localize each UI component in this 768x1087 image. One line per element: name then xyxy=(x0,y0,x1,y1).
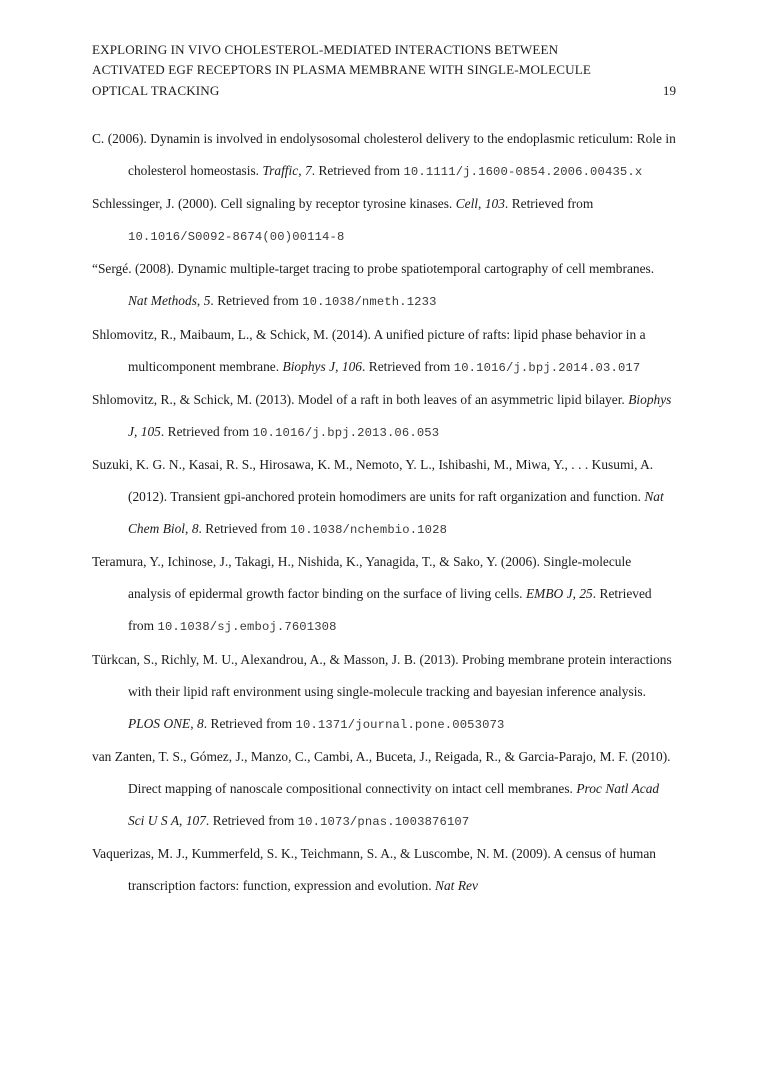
reference-text: , xyxy=(185,521,192,537)
reference-text: , xyxy=(196,293,204,309)
journal-title-italic: 106 xyxy=(341,358,362,374)
reference-entry xyxy=(92,838,676,902)
reference-entry xyxy=(92,644,676,741)
reference-entry xyxy=(92,384,676,449)
journal-title-italic: 103 xyxy=(484,196,505,212)
reference-text: Teramura, Y., Ichinose, J., Takagi, H., Nishida, K., Yanagida, T., & Sako, Y. (2006). Single-molecule analysis of epidermal growth factor binding on the surface of living cells. xyxy=(92,554,632,602)
doi-text: 10.1016/j.bpj.2013.06.053 xyxy=(252,425,440,440)
running-head-line-3-row xyxy=(92,81,676,101)
reference-entry xyxy=(92,188,676,253)
reference-text: C. (2006). Dynamin is involved in endolysosomal cholesterol delivery to the endoplasmic reticulum: Role in cholesterol homeostasis. xyxy=(92,131,676,179)
reference-text: . Retrieved from xyxy=(128,586,652,634)
journal-title-italic: Traffic xyxy=(262,163,299,179)
reference-text: , xyxy=(190,715,198,731)
reference-text: van Zanten, T. S., Gómez, J., Manzo, C., Cambi, A., Buceta, J., Reigada, R., & Garcia-Parajo, M. F. (2010). Direct mapping of nanoscale compositional connectivity on intact cell membranes. xyxy=(92,748,671,796)
reference-text: Suzuki, K. G. N., Kasai, R. S., Hirosawa, K. M., Nemoto, Y. L., Ishibashi, M., Miwa, Y., . . . Kusumi, A. (2012). Transient gpi-anchored protein homodimers are units for raft organization and function. xyxy=(92,456,654,505)
reference-entry xyxy=(92,546,676,643)
journal-title-italic: 107 xyxy=(185,812,206,828)
reference-text: . Retrieved from xyxy=(361,358,454,374)
running-head-line-1: EXPLORING IN VIVO CHOLESTEROL-MEDIATED INTERACTIONS BETWEEN xyxy=(92,42,559,57)
reference-text: , xyxy=(572,586,580,602)
reference-text: Shlomovitz, R., Maibaum, L., & Schick, M. (2014). A unified picture of rafts: lipid phase behavior in a multicomponent membrane. xyxy=(92,326,646,374)
doi-text: 10.1073/pnas.1003876107 xyxy=(297,814,470,829)
journal-title-italic: PLOS ONE xyxy=(128,715,191,731)
reference-text: Türkcan, S., Richly, M. U., Alexandrou, A., & Masson, J. B. (2013). Probing membrane protein interactions with their lipid raft environment using single-molecule tracking and bayesian inference analysis. xyxy=(92,651,672,699)
doi-text: 10.1038/nmeth.1233 xyxy=(302,295,437,310)
reference-text: , xyxy=(478,196,485,212)
doi-text: 10.1371/journal.pone.0053073 xyxy=(295,717,505,732)
reference-entry xyxy=(92,449,676,546)
reference-text: . Retrieved from xyxy=(504,196,594,212)
journal-title-italic: Nat Chem Biol xyxy=(128,489,664,537)
journal-title-italic: 105 xyxy=(140,423,161,439)
reference-entry xyxy=(92,319,676,384)
journal-title-italic: Biophys J xyxy=(128,391,672,439)
journal-title-italic: 8 xyxy=(197,715,204,731)
doi-text: 10.1016/S0092-8674(00)00114-8 xyxy=(128,230,345,245)
reference-text: . Retrieved from xyxy=(205,812,298,828)
reference-text: . Retrieved from xyxy=(160,423,253,439)
journal-title-italic: 5 xyxy=(203,293,211,309)
journal-title-italic: Biophys J xyxy=(282,358,336,374)
reference-text: Shlomovitz, R., & Schick, M. (2013). Model of a raft in both leaves of an asymmetric lipid bilayer. xyxy=(92,391,629,407)
journal-title-italic: 25 xyxy=(579,586,593,602)
reference-entry xyxy=(92,253,676,318)
journal-title-italic: 8 xyxy=(191,521,199,537)
doi-text: 10.1016/j.bpj.2014.03.017 xyxy=(453,360,641,375)
doi-text: 10.1111/j.1600-0854.2006.00435.x xyxy=(403,165,643,180)
reference-text: “Sergé. (2008). Dynamic multiple-target tracing to probe spatiotemporal cartography of cell membranes. xyxy=(92,261,655,277)
doi-text: 10.1038/nchembio.1028 xyxy=(290,523,448,538)
reference-text: , xyxy=(335,358,342,374)
reference-entry xyxy=(92,741,676,838)
running-head-line-2: ACTIVATED EGF RECEPTORS IN PLASMA MEMBRANE WITH SINGLE-MOLECULE xyxy=(92,62,591,78)
reference-text: , xyxy=(133,423,141,439)
reference-text: , xyxy=(298,163,305,179)
reference-entry xyxy=(92,123,676,188)
reference-text: . Retrieved from xyxy=(311,163,404,179)
journal-title-italic: 7 xyxy=(304,163,312,179)
journal-title-italic: Proc Natl Acad Sci U S A xyxy=(128,780,660,828)
journal-title-italic: Nat Rev xyxy=(435,878,478,894)
page-number: 19 xyxy=(662,82,676,98)
reference-text: . Retrieved from xyxy=(198,521,291,537)
reference-text: Vaquerizas, M. J., Kummerfeld, S. K., Teichmann, S. A., & Luscombe, N. M. (2009). A census of human transcription factors: function, expression and evolution. xyxy=(92,846,656,894)
journal-title-italic: EMBO J xyxy=(525,586,573,602)
journal-title-italic: Nat Methods xyxy=(128,293,197,309)
reference-text: , xyxy=(179,812,186,828)
journal-title-italic: Cell xyxy=(455,196,479,212)
doi-text: 10.1038/sj.emboj.7601308 xyxy=(157,620,337,635)
reference-text: . Retrieved from xyxy=(203,715,296,731)
reference-list xyxy=(92,123,676,902)
running-head xyxy=(92,40,676,101)
reference-text: . Retrieved from xyxy=(210,293,303,309)
reference-text: Schlessinger, J. (2000). Cell signaling by receptor tyrosine kinases. xyxy=(92,196,456,212)
running-head-line-3: OPTICAL TRACKING xyxy=(92,82,220,98)
